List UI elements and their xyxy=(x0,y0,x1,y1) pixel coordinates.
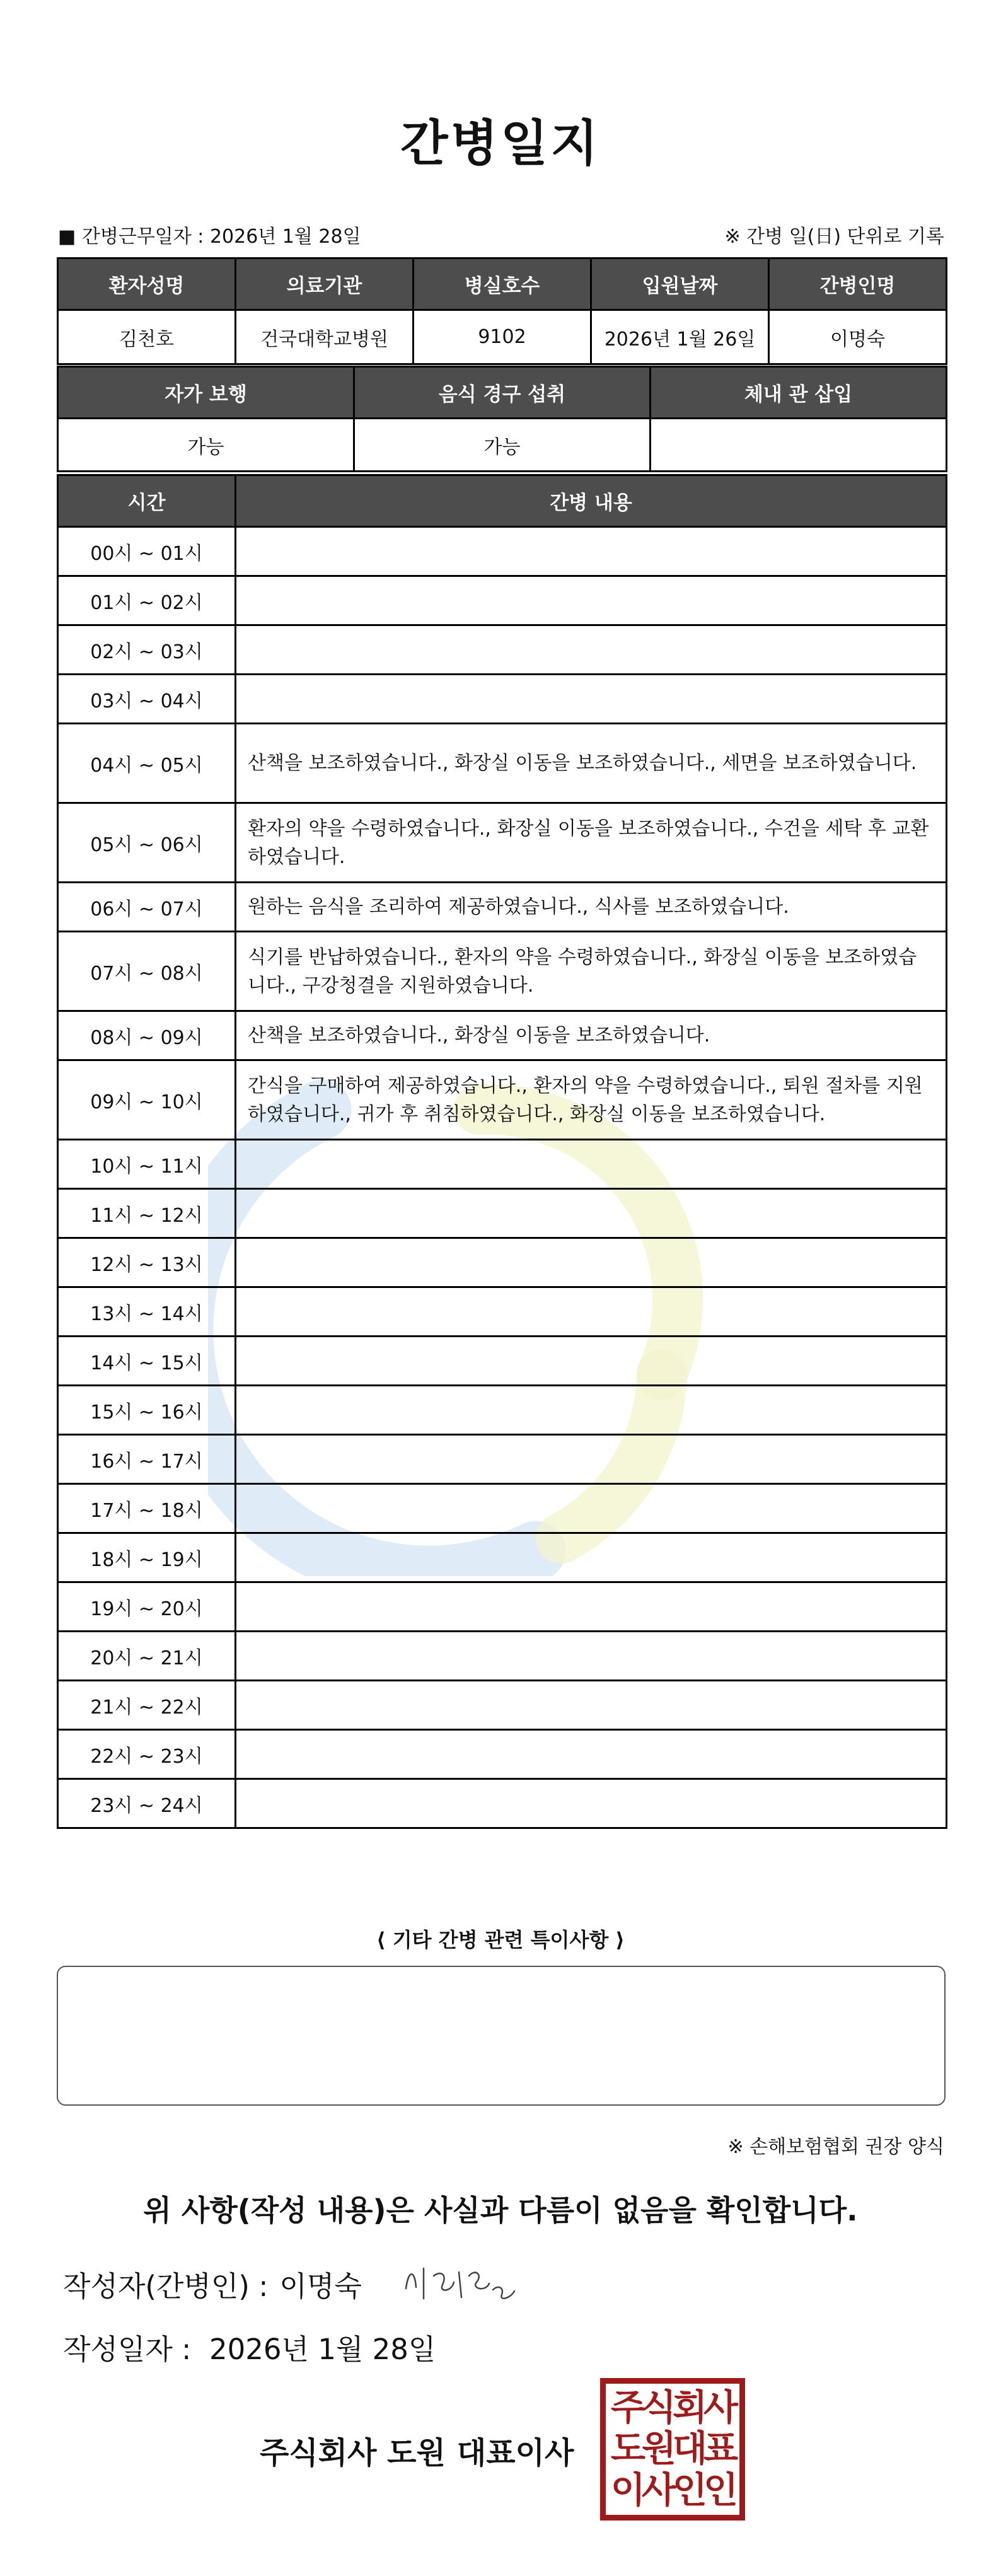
confirmation-statement: 위 사항(작성 내용)은 사실과 다름이 없음을 확인합니다. xyxy=(143,2193,858,2227)
admission-date: 2026년 1월 26일 xyxy=(591,310,769,364)
log-care-content xyxy=(236,1779,947,1828)
header-room: 병실호수 xyxy=(414,258,591,310)
log-care-content xyxy=(236,1484,947,1533)
log-row xyxy=(58,1189,947,1238)
log-row xyxy=(58,932,947,1011)
log-time: 00시 ~ 01시 xyxy=(58,527,236,576)
log-row xyxy=(58,675,947,724)
seal-line-3: 이사인인 xyxy=(610,2469,735,2511)
log-row xyxy=(58,1140,947,1189)
log-row xyxy=(58,1779,947,1828)
log-row xyxy=(58,1632,947,1681)
log-care-content: 식기를 반납하였습니다., 환자의 약을 수령하였습니다., 화장실 이동을 보조하였습니다., 구강청결을 지원하였습니다. xyxy=(236,932,947,1011)
log-care-content xyxy=(236,1435,947,1484)
log-time: 12시 ~ 13시 xyxy=(58,1238,236,1287)
log-time: 05시 ~ 06시 xyxy=(58,803,236,883)
log-time: 16시 ~ 17시 xyxy=(58,1435,236,1484)
log-care-content xyxy=(236,1337,947,1386)
log-time: 22시 ~ 23시 xyxy=(58,1730,236,1779)
log-row xyxy=(58,1060,947,1140)
log-time: 06시 ~ 07시 xyxy=(58,883,236,932)
log-time: 23시 ~ 24시 xyxy=(58,1779,236,1828)
log-time: 04시 ~ 05시 xyxy=(58,724,236,803)
log-row xyxy=(58,527,947,576)
header-care-content: 간병 내용 xyxy=(236,475,947,527)
seal-line-1: 주식회사 xyxy=(610,2387,735,2429)
log-time: 09시 ~ 10시 xyxy=(58,1060,236,1140)
patient-info-table xyxy=(57,257,947,365)
log-time: 11시 ~ 12시 xyxy=(58,1189,236,1238)
log-time: 17시 ~ 18시 xyxy=(58,1484,236,1533)
log-care-content xyxy=(236,1238,947,1287)
log-row xyxy=(58,576,947,625)
header-tube-insertion: 체내 관 삽입 xyxy=(651,367,947,419)
log-row xyxy=(58,883,947,932)
special-notes-title: ⟨ 기타 간병 관련 특이사항 ⟩ xyxy=(376,1928,625,1952)
log-care-content xyxy=(236,625,947,675)
log-time: 20시 ~ 21시 xyxy=(58,1632,236,1681)
log-row xyxy=(58,1287,947,1337)
log-time: 21시 ~ 22시 xyxy=(58,1681,236,1730)
writer-label: 작성자(간병인) : xyxy=(63,2270,269,2303)
recommend-note: ※ 손해보험협회 권장 양식 xyxy=(727,2136,944,2158)
patient-value-row xyxy=(58,310,947,364)
log-care-content xyxy=(236,576,947,625)
handwritten-signature xyxy=(401,2257,521,2305)
log-row xyxy=(58,803,947,883)
seal-line-2: 도원대표 xyxy=(610,2428,735,2470)
log-row xyxy=(58,625,947,675)
log-care-content: 산책을 보조하였습니다., 화장실 이동을 보조하였습니다., 세면을 보조하였습니다. xyxy=(236,724,947,803)
document-title: 간병일지 xyxy=(400,115,601,172)
log-care-content xyxy=(236,1287,947,1337)
log-row xyxy=(58,1582,947,1632)
log-time: 18시 ~ 19시 xyxy=(58,1533,236,1582)
log-row xyxy=(58,1730,947,1779)
log-care-content xyxy=(236,1681,947,1730)
log-time: 03시 ~ 04시 xyxy=(58,675,236,724)
log-care-content xyxy=(236,1533,947,1582)
log-row xyxy=(58,1681,947,1730)
log-time: 10시 ~ 11시 xyxy=(58,1140,236,1189)
special-notes-box xyxy=(57,1966,946,2106)
log-header-row xyxy=(58,475,947,527)
log-care-content xyxy=(236,1632,947,1681)
header-self-walking: 자가 보행 xyxy=(58,367,354,419)
log-care-content: 원하는 음식을 조리하여 제공하였습니다., 식사를 보조하였습니다. xyxy=(236,883,947,932)
log-care-content: 환자의 약을 수령하였습니다., 화장실 이동을 보조하였습니다., 수건을 세탁 후 교환하였습니다. xyxy=(236,803,947,883)
log-time: 19시 ~ 20시 xyxy=(58,1582,236,1632)
status-value-row xyxy=(58,419,947,472)
log-care-content xyxy=(236,1140,947,1189)
status-header-row xyxy=(58,367,947,419)
header-oral-intake: 음식 경구 섭취 xyxy=(354,367,651,419)
tube-insertion xyxy=(651,419,947,472)
hospital: 건국대학교병원 xyxy=(236,310,414,364)
meta-row xyxy=(58,221,944,248)
work-date: ■ 간병근무일자 : 2026년 1월 28일 xyxy=(58,226,361,248)
log-row xyxy=(58,1337,947,1386)
log-care-content: 간식을 구매하여 제공하였습니다., 환자의 약을 수령하였습니다., 퇴원 절차를 지원하였습니다., 귀가 후 취침하였습니다., 화장실 이동을 보조하였습니다. xyxy=(236,1060,947,1140)
log-time: 01시 ~ 02시 xyxy=(58,576,236,625)
header-caregiver: 간병인명 xyxy=(769,258,947,310)
self-walking: 가능 xyxy=(58,419,354,472)
log-time: 08시 ~ 09시 xyxy=(58,1011,236,1060)
header-patient-name: 환자성명 xyxy=(58,258,236,310)
log-care-content xyxy=(236,527,947,576)
log-care-content xyxy=(236,1386,947,1435)
care-log-table xyxy=(57,474,947,1829)
log-care-content xyxy=(236,1189,947,1238)
log-time: 14시 ~ 15시 xyxy=(58,1337,236,1386)
log-row xyxy=(58,1386,947,1435)
writer-name: 이명숙 xyxy=(279,2270,362,2303)
oral-intake: 가능 xyxy=(354,419,651,472)
log-row xyxy=(58,724,947,803)
log-care-content xyxy=(236,675,947,724)
log-row xyxy=(58,1238,947,1287)
patient-name: 김천호 xyxy=(58,310,236,364)
log-row xyxy=(58,1435,947,1484)
header-admission-date: 입원날짜 xyxy=(591,258,769,310)
header-time: 시간 xyxy=(58,475,236,527)
log-care-content xyxy=(236,1730,947,1779)
log-row xyxy=(58,1484,947,1533)
company-line xyxy=(260,2428,574,2472)
log-row xyxy=(58,1011,947,1060)
log-time: 15시 ~ 16시 xyxy=(58,1386,236,1435)
log-time: 02시 ~ 03시 xyxy=(58,625,236,675)
company-seal-stamp xyxy=(600,2378,745,2521)
unit-note: ※ 간병 일(日) 단위로 기록 xyxy=(724,226,944,248)
log-care-content xyxy=(236,1582,947,1632)
header-hospital: 의료기관 xyxy=(236,258,414,310)
company-name: 주식회사 도원 xyxy=(260,2435,446,2471)
room-number: 9102 xyxy=(414,310,591,364)
write-date-value: 2026년 1월 28일 xyxy=(209,2333,436,2366)
writer-line xyxy=(63,2263,362,2304)
write-date-label: 작성일자 : xyxy=(63,2333,192,2366)
log-row xyxy=(58,1533,947,1582)
caregiver-name: 이명숙 xyxy=(769,310,947,364)
company-title: 대표이사 xyxy=(456,2435,574,2471)
patient-header-row xyxy=(58,258,947,310)
log-care-content: 산책을 보조하였습니다., 화장실 이동을 보조하였습니다. xyxy=(236,1011,947,1060)
log-time: 13시 ~ 14시 xyxy=(58,1287,236,1337)
status-table xyxy=(57,366,947,472)
write-date-line xyxy=(63,2326,436,2367)
log-time: 07시 ~ 08시 xyxy=(58,932,236,1011)
